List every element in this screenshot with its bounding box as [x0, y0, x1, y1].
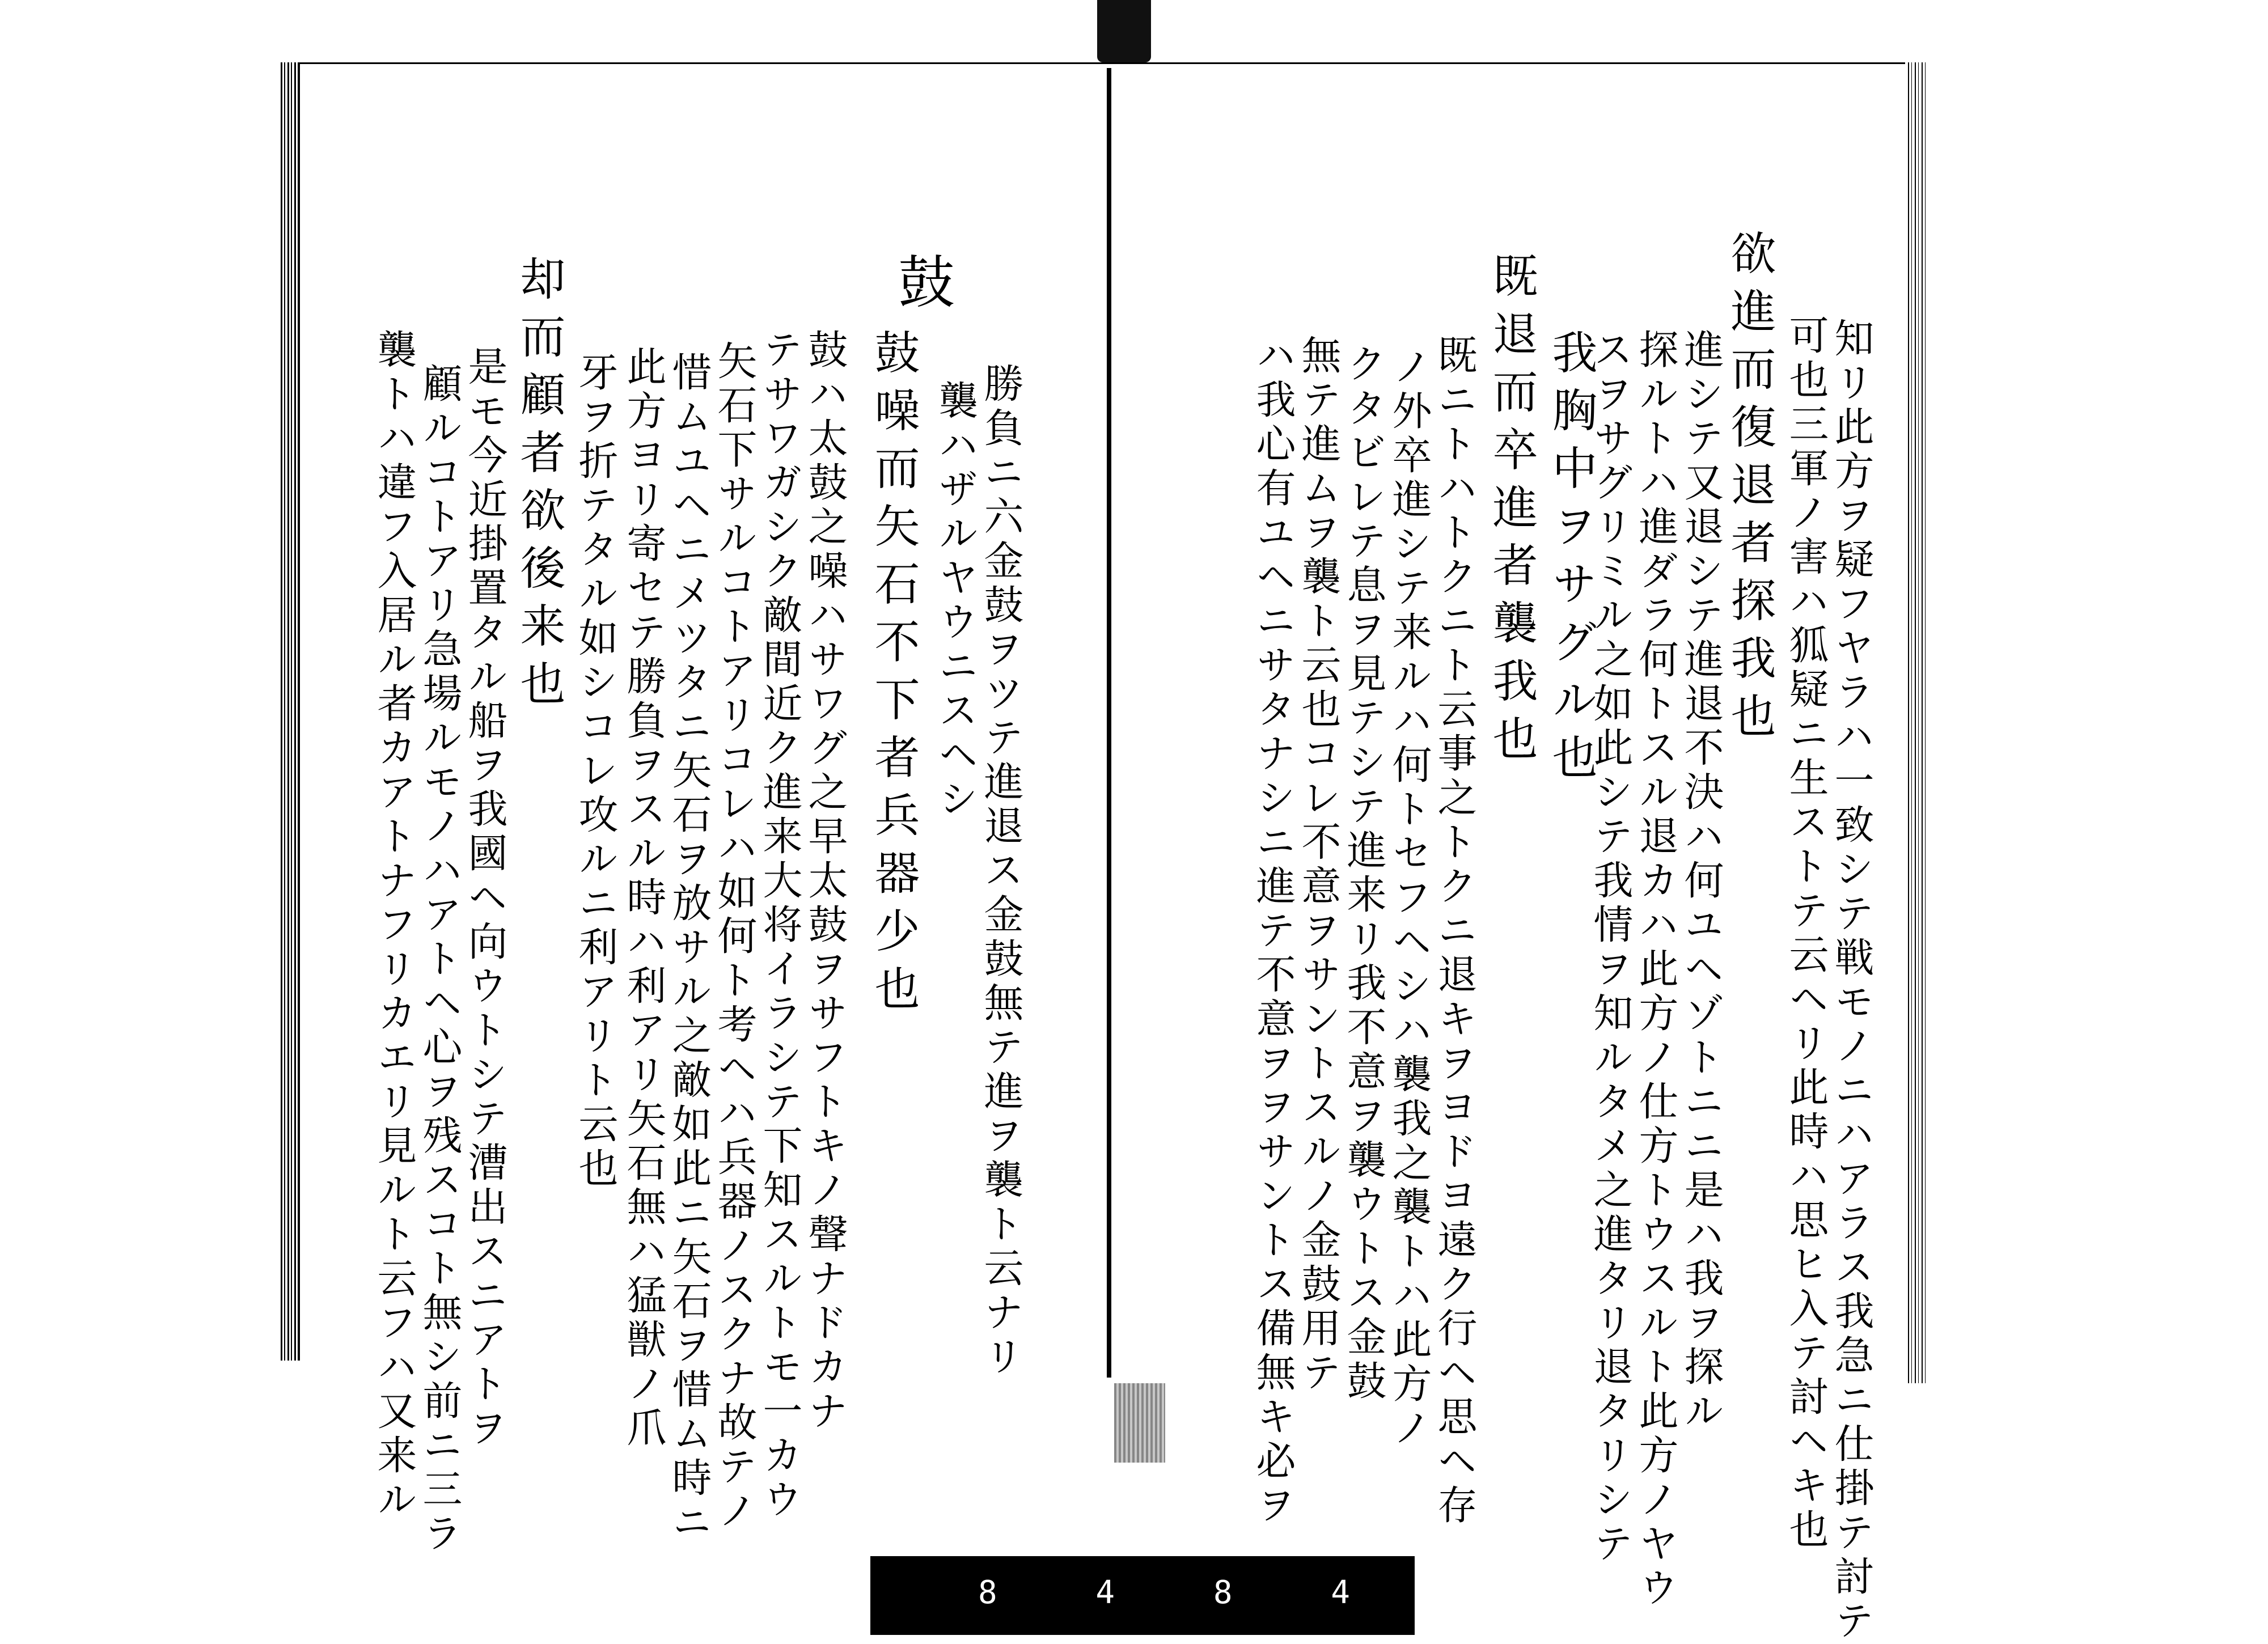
text-column: 鼓ハ太鼓之噪ハサワグ之早太鼓ヲサフトキノ聲ナドカナ [802, 329, 848, 1434]
heading-column: 却而顧者欲後来也 [513, 255, 565, 718]
text-column: テサワガシク敵間近ク進来大将イラシテ下知スルトモ一カウ [756, 329, 803, 1523]
text-column: 矢石下サルコトアリコレハ如何ト考ヘハ兵器ノスクナ故テノ [711, 340, 758, 1534]
text-column: 牙ヲ折テタル如シコレ攻ルニ利アリト云也 [572, 351, 619, 1192]
text-column: ハ我心有ユヘニサタナシニ進テ不意ヲヲサントス備無キ必ヲ [1250, 334, 1296, 1528]
heading-column: 既退而卒進者襲我也 [1485, 252, 1538, 773]
right-page-edge [1905, 62, 1928, 1383]
catalog-label [870, 1556, 1415, 1635]
text-column: 進シテ又退シテ進退不決ハ何ユヘゾトニニ是ハ我ヲ探ル [1678, 329, 1724, 1434]
scan-artifact-top [1097, 0, 1151, 62]
text-column: 此方ヨリ寄セテ勝負ヲスル時ハ利アリ矢石無ハ猛獣ノ爪 [620, 346, 667, 1451]
text-column: ノ外卒進シテ来ルハ何トセフヘシハ襲我之襲トハ此方ノ [1386, 346, 1432, 1451]
catalog-label-text: 8 4 8 4 [978, 1574, 1390, 1611]
heading-column: 欲進而復退者探我也 [1723, 230, 1776, 750]
left-page-top-border [298, 62, 1131, 64]
scan-artifact-gutter [1114, 1372, 1165, 1463]
text-column: 是モ今近掛置タル船ヲ我國ヘ向ウトシテ漕出スニアトヲ [462, 346, 508, 1451]
heading-character: 鼓 [888, 252, 955, 317]
left-page [281, 62, 1114, 1557]
text-column: 既ニトハトクニト云事之トクニ退キヲヨドヨ遠ク行ヘ思ヘ存 [1431, 334, 1478, 1528]
text-column: 可也三軍ノ害ハ狐疑ニ生ストテ云ヘリ此時ハ思ヒ入テ討ヘキ也 [1783, 315, 1829, 1553]
text-column: 我胸中ヲサグル也 [1545, 329, 1597, 791]
right-page-top-border [1111, 62, 1928, 64]
text-column: 顧ルコトアリ急場ルモノハアトヘ心ヲ残スコト無シ前ニ三ラ [416, 363, 463, 1557]
text-column: 探ルトハ進ダラ何トスル退カハ此方ノ仕方トウスルト此方ノヤウ [1632, 329, 1679, 1611]
text-column: 襲トハ違フ入居ル者カアトナフリカエリ見ルト云フハ又来ル [371, 329, 417, 1523]
text-column: 無テ進ムヲ襲ト云也コレ不意ヲサントスルノ金鼓用テ [1295, 334, 1342, 1396]
text-column: 惜ムユヘニメツタニ矢石ヲ放サル之敵如此ニ矢石ヲ惜ム時ニ [666, 351, 712, 1545]
text-column: スヲサグリミル之如此シテ我情ヲ知ルタメ之進タリ退タリシテ [1587, 329, 1634, 1567]
text-column: 勝負ニ六金鼓ヲツテ進退ス金鼓無テ進ヲ襲ト云ナリ [978, 363, 1024, 1380]
text-column: 知リ此方ヲ疑フヤラハ一致シテ戦モノニハアラス我急ニ仕掛テ討テ [1828, 317, 1875, 1644]
left-page-border [298, 62, 300, 1361]
text-column: クタビレテ息ヲ見テシテ進来リ我不意ヲ襲ウトス金鼓 [1340, 343, 1387, 1404]
heading-column: 鼓噪而矢石不下者兵器少也 [867, 329, 920, 1023]
text-column: 襲ハザルヤウニスヘシ [932, 380, 979, 822]
left-page-edge [281, 62, 297, 1361]
